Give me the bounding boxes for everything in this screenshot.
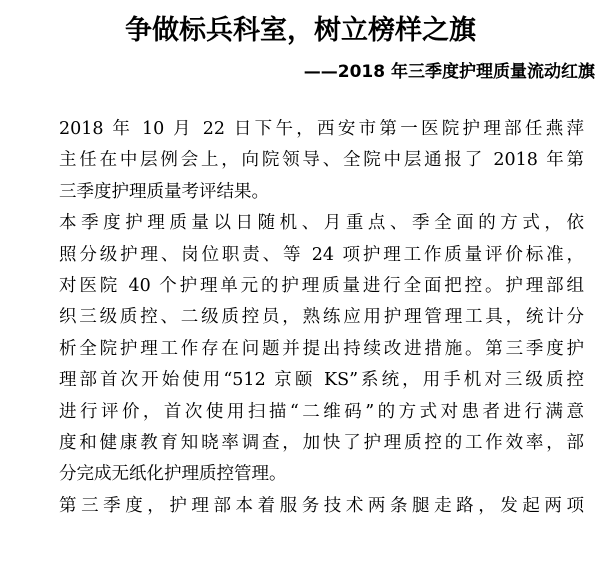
- paragraph-line: 第三季度，护理部本着服务技术两条腿走路，发起两项: [59, 495, 584, 516]
- paragraph-line: 进行评价，首次使用扫描“二维码”的方式对患者进行满意: [59, 401, 584, 422]
- paragraph-line: 2018 年 10 月 22 日下午，西安市第一医院护理部任燕萍: [59, 119, 584, 139]
- paragraph-line: 理部首次开始使用“512 京颐 KS”系统，用手机对三级质控: [59, 370, 584, 391]
- article-subtitle: ——2018 年三季度护理质量流动红旗: [303, 62, 595, 82]
- paragraph-line: 本季度护理质量以日随机、月重点、季全面的方式，依: [59, 213, 584, 234]
- paragraph-line: 析全院护理工作存在问题并提出持续改进措施。第三季度护: [59, 338, 584, 359]
- paragraph-2: [24, 208, 584, 491]
- article-body: [24, 114, 584, 522]
- paragraph-line: 照分级护理、岗位职责、等 24 项护理工作质量评价标准，: [59, 244, 584, 265]
- paragraph-line: 分完成无纸化护理质控管理。: [59, 464, 287, 485]
- paragraph-line: 主任在中层例会上，向院领导、全院中层通报了 2018 年第: [59, 150, 584, 171]
- paragraph-3: [24, 491, 584, 522]
- paragraph-line: 三季度护理质量考评结果。: [59, 181, 269, 202]
- paragraph-line: 对医院 40 个护理单元的护理质量进行全面把控。护理部组: [59, 276, 584, 297]
- article-title: 争做标兵科室，树立榜样之旗: [125, 15, 476, 46]
- paragraph-line: 度和健康教育知晓率调查，加快了护理质控的工作效率，部: [59, 433, 584, 454]
- paragraph-line: 织三级质控、二级质控员，熟练应用护理管理工具，统计分: [59, 307, 584, 328]
- paragraph-1: [24, 114, 584, 208]
